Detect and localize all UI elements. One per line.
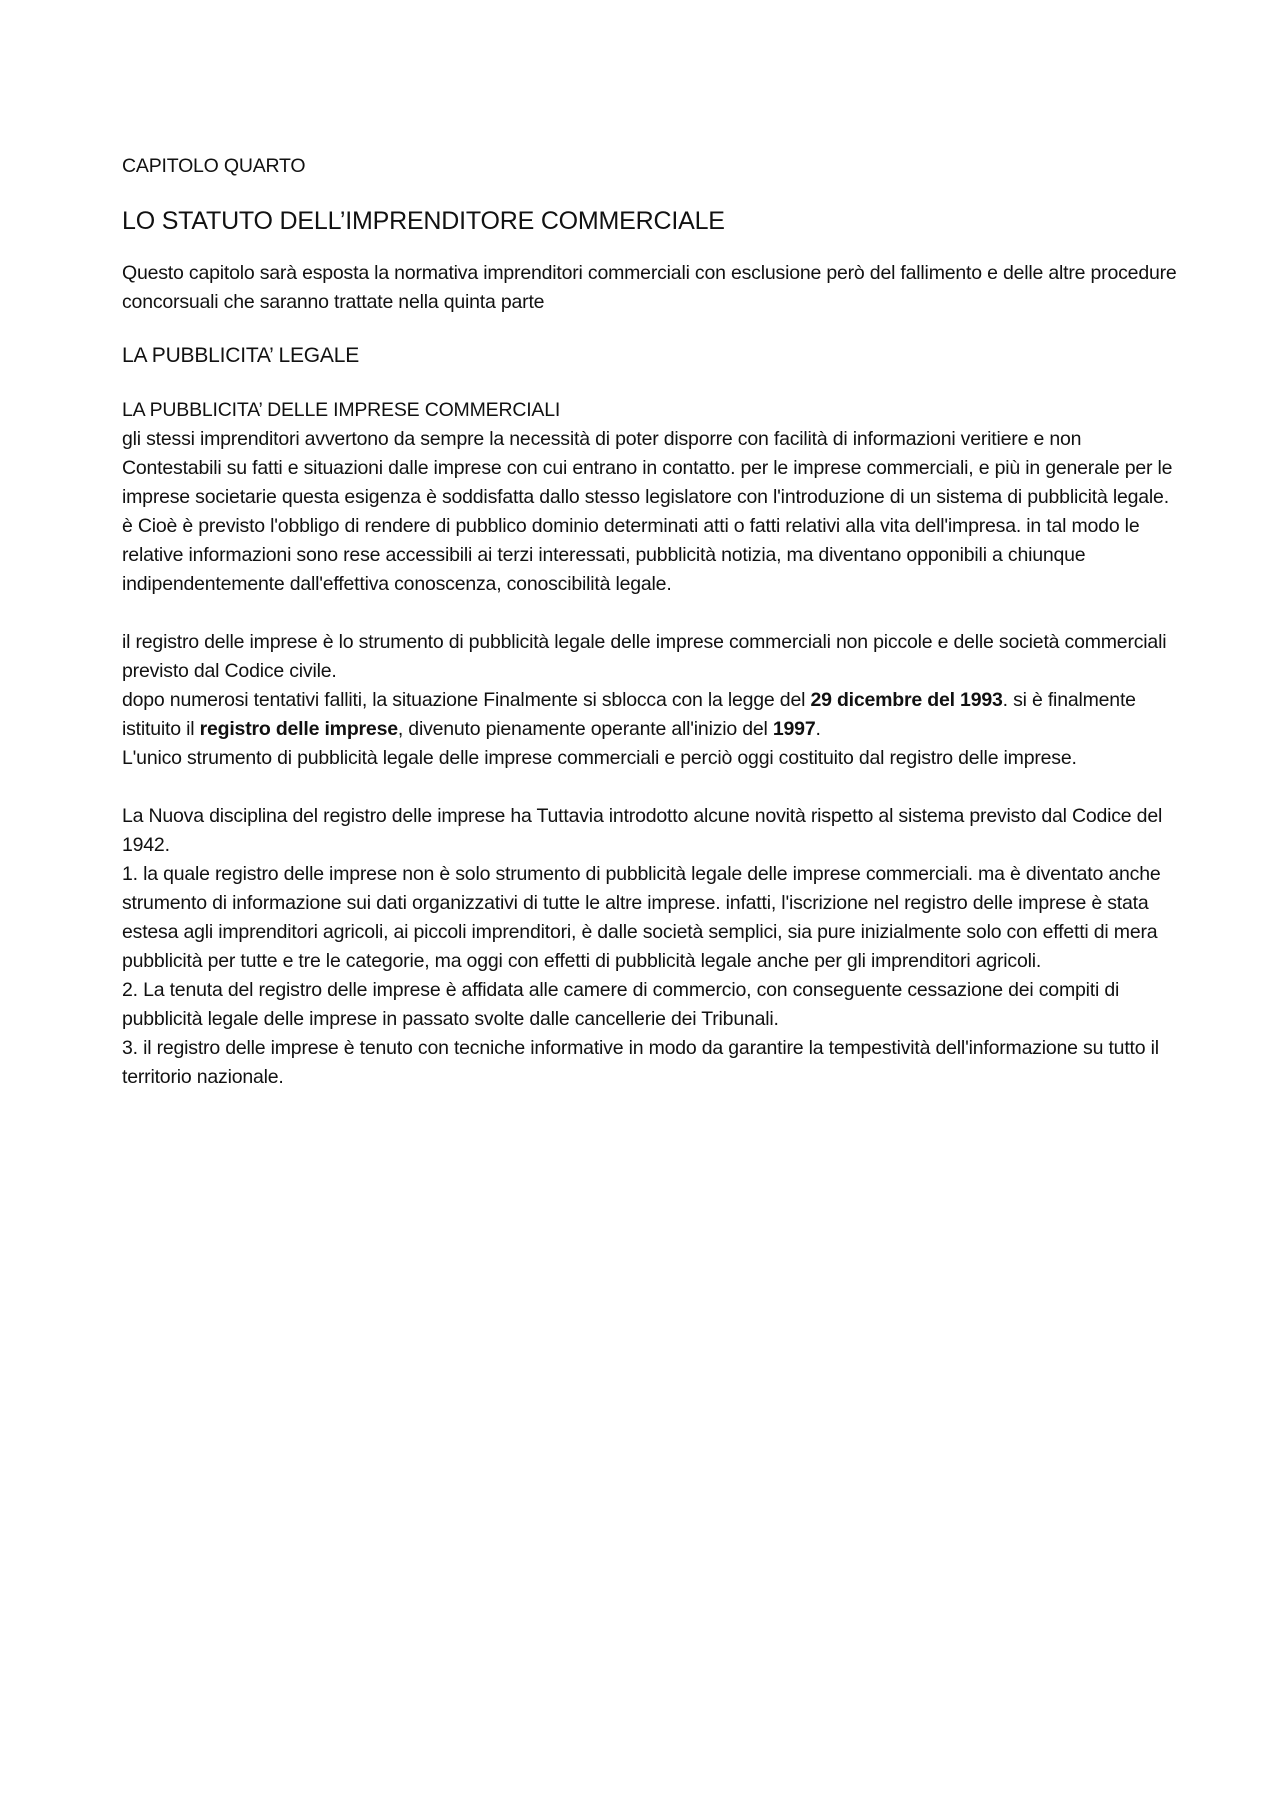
paragraph-registro: il registro delle imprese è lo strumento di pubblicità legale delle imprese commerciali non piccole e delle società commerciali previsto dal Codice civile.	[122, 631, 1167, 682]
document-body	[122, 152, 1182, 1092]
paragraph-gap	[122, 599, 1182, 628]
list-item-1: 1. la quale registro delle imprese non è solo strumento di pubblicità legale delle imprese commerciali. ma è diventato anche strumento di informazione sui dati organizzativi di tutte le altre imprese. infatti, l'iscrizione nel registro delle imprese è stata estesa agli imprenditori agricoli, ai piccoli imprenditori, è dalle società semplici, sia pure inizialmente solo con effetti di mera pubblicità per tutte e tre le categorie, ma oggi con effetti di pubblicità legale anche per gli imprenditori agricoli.	[122, 863, 1161, 972]
intro-paragraph: Questo capitolo sarà esposta la normativa imprenditori commerciali con esclusione però del fallimento e delle altre procedure concorsuali che saranno trattate nella quinta parte	[122, 262, 1177, 313]
paragraph-gap	[122, 773, 1182, 802]
list-item-3: 3. il registro delle imprese è tenuto con tecniche informative in modo da garantire la tempestività dell'informazione su tutto il territorio nazionale.	[122, 1037, 1159, 1088]
legge-text-g: .	[815, 718, 821, 740]
legge-date: 29 dicembre del 1993	[810, 689, 1003, 711]
list-item-2: 2. La tenuta del registro delle imprese è affidata alle camere di commercio, con conseguente cessazione dei compiti di pubblicità legale delle imprese in passato svolte dalle cancellerie dei Tribunali.	[122, 979, 1120, 1030]
legge-text-c: . si è finalmente istituito il	[122, 689, 1136, 740]
registro-delle-imprese: registro delle imprese	[199, 718, 398, 740]
paragraph-unico-strumento: L'unico strumento di pubblicità legale delle imprese commerciali e perciò oggi costituito dal registro delle imprese.	[122, 747, 1077, 769]
paragraph-obbligo: è Cioè è previsto l'obbligo di rendere di pubblico dominio determinati atti o fatti relativi alla vita dell'impresa. in tal modo le relative informazioni sono rese accessibili ai terzi interessati, pubblicità notizia, ma diventano opponibili a chiunque indipendentemente dall'effettiva conoscenza, conoscibilità legale.	[122, 515, 1140, 595]
legge-text-e: , divenuto pienamente operante all'inizio del	[397, 718, 773, 740]
paragraph-nuova-disciplina: La Nuova disciplina del registro delle imprese ha Tuttavia introdotto alcune novità rispetto al sistema previsto dal Codice del 1942.	[122, 805, 1163, 856]
paragraph-legge	[122, 686, 1182, 744]
subsection-title: LA PUBBLICITA’ DELLE IMPRESE COMMERCIALI	[122, 399, 561, 421]
page-title: LO STATUTO DELL’IMPRENDITORE COMMERCIALE	[122, 207, 725, 235]
legge-text-a: dopo numerosi tentativi falliti, la situazione Finalmente si sblocca con la legge del	[122, 689, 811, 711]
operante-year: 1997	[772, 718, 816, 740]
chapter-label: CAPITOLO QUARTO	[122, 155, 306, 177]
section-title: LA PUBBLICITA’ LEGALE	[122, 344, 360, 367]
paragraph-pubblicita: gli stessi imprenditori avvertono da sempre la necessità di poter disporre con facilità di informazioni veritiere e non Contestabili su fatti e situazioni dalle imprese con cui entrano in contatto. per le imprese commerciali, e più in generale per le imprese societarie questa esigenza è soddisfatta dallo stesso legislatore con l'introduzione di un sistema di pubblicità legale.	[122, 428, 1173, 508]
